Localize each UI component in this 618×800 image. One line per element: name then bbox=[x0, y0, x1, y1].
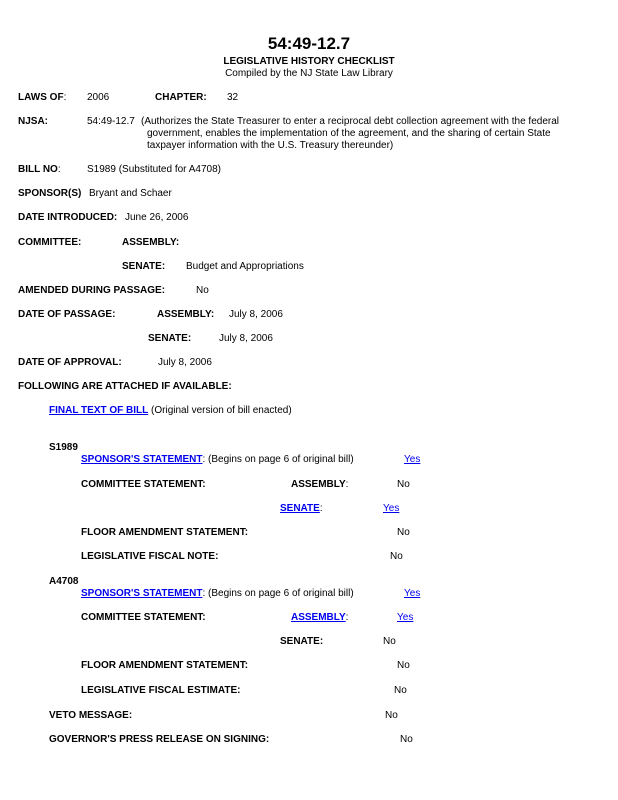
a4708-senate-label: SENATE: bbox=[280, 636, 324, 647]
sponsors-value: Bryant and Schaer bbox=[89, 188, 172, 199]
passage-assembly-label: ASSEMBLY: bbox=[157, 309, 215, 320]
a4708-assembly-link[interactable]: ASSEMBLY bbox=[291, 612, 346, 623]
s1989-senate-row: SENATE: bbox=[280, 503, 323, 514]
date-of-passage-label: DATE OF PASSAGE: bbox=[18, 309, 116, 320]
page-subtitle: LEGISLATIVE HISTORY CHECKLIST bbox=[223, 56, 395, 67]
press-release-label: GOVERNOR'S PRESS RELEASE ON SIGNING: bbox=[49, 734, 270, 745]
s1989-floor-value: No bbox=[397, 527, 410, 538]
veto-value: No bbox=[385, 710, 398, 721]
a4708-sponsor-statement-yes-link[interactable]: Yes bbox=[404, 588, 421, 599]
s1989-senate-yes-link[interactable]: Yes bbox=[383, 503, 400, 514]
passage-senate-label: SENATE: bbox=[148, 333, 192, 344]
a4708-label: A4708 bbox=[49, 576, 79, 587]
passage-senate-value: July 8, 2006 bbox=[219, 333, 273, 344]
date-of-approval-label: DATE OF APPROVAL: bbox=[18, 357, 122, 368]
final-text-note: (Original version of bill enacted) bbox=[148, 405, 292, 416]
s1989-sponsor-statement-yes-link[interactable]: Yes bbox=[404, 454, 421, 465]
date-of-approval-value: July 8, 2006 bbox=[158, 357, 212, 368]
a4708-fiscal-label: LEGISLATIVE FISCAL ESTIMATE: bbox=[81, 685, 241, 696]
bill-no-label: BILL NO: bbox=[18, 164, 61, 175]
a4708-assembly-row: ASSEMBLY: bbox=[291, 612, 349, 623]
amended-value: No bbox=[196, 285, 209, 296]
passage-assembly-value: July 8, 2006 bbox=[229, 309, 283, 320]
s1989-sponsor-row: SPONSOR'S STATEMENT: (Begins on page 6 of original bill) bbox=[81, 454, 354, 465]
page-title: 54:49-12.7 bbox=[267, 34, 351, 53]
s1989-committee-label: COMMITTEE STATEMENT: bbox=[81, 479, 206, 490]
laws-of-label: LAWS OF: bbox=[18, 92, 67, 103]
committee-senate-label: SENATE: bbox=[122, 261, 166, 272]
s1989-senate-link[interactable]: SENATE bbox=[280, 503, 320, 514]
amended-label: AMENDED DURING PASSAGE: bbox=[18, 285, 166, 296]
press-release-value: No bbox=[400, 734, 413, 745]
laws-of-value: 2006 bbox=[87, 92, 110, 103]
njsa-description-line2: government, enables the implementation of the agreement, and the sharing of certain State bbox=[147, 128, 551, 139]
a4708-fiscal-value: No bbox=[394, 685, 407, 696]
s1989-label: S1989 bbox=[49, 442, 78, 453]
final-text-row bbox=[49, 405, 292, 416]
a4708-senate-value: No bbox=[383, 636, 396, 647]
njsa-citation: 54:49-12.7 bbox=[87, 116, 135, 127]
sponsors-label: SPONSOR(S) bbox=[18, 188, 82, 199]
veto-label: VETO MESSAGE: bbox=[49, 710, 133, 721]
final-text-link[interactable]: FINAL TEXT OF BILL bbox=[49, 405, 149, 416]
s1989-assembly-value: No bbox=[397, 479, 410, 490]
a4708-sponsor-statement-link[interactable]: SPONSOR'S STATEMENT bbox=[81, 588, 203, 599]
a4708-sponsor-row: SPONSOR'S STATEMENT: (Begins on page 6 of original bill) bbox=[81, 588, 354, 599]
a4708-committee-label: COMMITTEE STATEMENT: bbox=[81, 612, 206, 623]
a4708-floor-label: FLOOR AMENDMENT STATEMENT: bbox=[81, 660, 249, 671]
chapter-value: 32 bbox=[227, 92, 239, 103]
bill-no-value: S1989 (Substituted for A4708) bbox=[87, 164, 221, 175]
s1989-sponsor-statement-link[interactable]: SPONSOR'S STATEMENT bbox=[81, 454, 203, 465]
s1989-floor-label: FLOOR AMENDMENT STATEMENT: bbox=[81, 527, 249, 538]
date-introduced-label: DATE INTRODUCED: bbox=[18, 212, 118, 223]
a4708-floor-value: No bbox=[397, 660, 410, 671]
njsa-label: NJSA: bbox=[18, 116, 49, 127]
a4708-assembly-yes-link[interactable]: Yes bbox=[397, 612, 414, 623]
compiled-by: Compiled by the NJ State Law Library bbox=[225, 68, 393, 79]
njsa-description-line1: (Authorizes the State Treasurer to enter a reciprocal debt collection agreement with the federal bbox=[141, 116, 560, 127]
s1989-fiscal-value: No bbox=[390, 551, 403, 562]
njsa-description-line3: taxpayer information with the U.S. Treasury thereunder) bbox=[147, 140, 394, 151]
s1989-assembly-label: ASSEMBLY: bbox=[291, 479, 349, 490]
attached-heading: FOLLOWING ARE ATTACHED IF AVAILABLE: bbox=[18, 381, 232, 392]
s1989-fiscal-label: LEGISLATIVE FISCAL NOTE: bbox=[81, 551, 219, 562]
committee-senate-value: Budget and Appropriations bbox=[186, 261, 304, 272]
chapter-label: CHAPTER: bbox=[155, 92, 207, 103]
committee-label: COMMITTEE: bbox=[18, 237, 82, 248]
committee-assembly-label: ASSEMBLY: bbox=[122, 237, 180, 248]
date-introduced-value: June 26, 2006 bbox=[125, 212, 189, 223]
